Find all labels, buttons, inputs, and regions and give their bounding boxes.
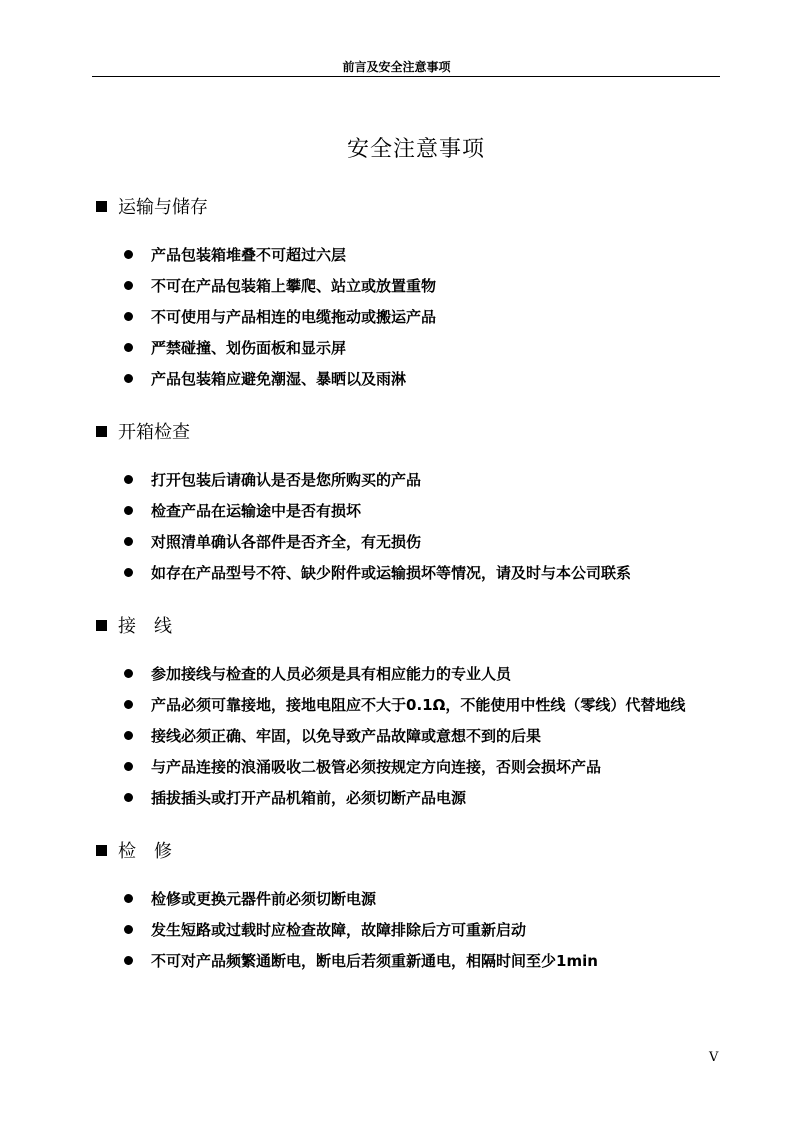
list-item bbox=[96, 363, 736, 394]
bullet-icon bbox=[124, 700, 133, 709]
list-item bbox=[96, 557, 736, 588]
list-item-text: 与产品连接的浪涌吸收二极管必须按规定方向连接，否则会损坏产品 bbox=[151, 758, 602, 776]
list-item bbox=[96, 782, 736, 813]
bullet-icon bbox=[124, 250, 133, 259]
list-item bbox=[96, 751, 736, 782]
list-item bbox=[96, 689, 736, 720]
list-item bbox=[96, 301, 736, 332]
list-item bbox=[96, 332, 736, 363]
list-item bbox=[96, 914, 736, 945]
list-item-text: 不可在产品包装箱上攀爬、站立或放置重物 bbox=[151, 277, 437, 295]
list-item-text: 参加接线与检查的人员必须是具有相应能力的专业人员 bbox=[151, 665, 512, 683]
list-item-text: 检修或更换元器件前必须切断电源 bbox=[151, 890, 377, 908]
section-unpacking-check bbox=[96, 418, 736, 588]
list-item bbox=[96, 526, 736, 557]
list-item-text: 打开包装后请确认是否是您所购买的产品 bbox=[151, 471, 422, 489]
item-list bbox=[96, 464, 736, 588]
list-item bbox=[96, 883, 736, 914]
section-maintenance bbox=[96, 837, 736, 976]
section-heading-text: 接 线 bbox=[118, 616, 172, 637]
bullet-icon bbox=[124, 374, 133, 383]
bullet-icon bbox=[124, 956, 133, 965]
bullet-icon bbox=[124, 343, 133, 352]
section-heading bbox=[96, 612, 736, 638]
list-item-text: 不可使用与产品相连的电缆拖动或搬运产品 bbox=[151, 308, 437, 326]
square-bullet-icon bbox=[96, 426, 107, 437]
item-list bbox=[96, 658, 736, 813]
bullet-icon bbox=[124, 894, 133, 903]
bullet-icon bbox=[124, 669, 133, 678]
list-item bbox=[96, 658, 736, 689]
list-item-text: 检查产品在运输途中是否有损坏 bbox=[151, 502, 362, 520]
bullet-icon bbox=[124, 475, 133, 484]
square-bullet-icon bbox=[96, 845, 107, 856]
bullet-icon bbox=[124, 312, 133, 321]
section-heading bbox=[96, 193, 736, 219]
item-list bbox=[96, 239, 736, 394]
item-list bbox=[96, 883, 736, 976]
page-number: V bbox=[709, 1050, 719, 1065]
list-item bbox=[96, 270, 736, 301]
bullet-icon bbox=[124, 731, 133, 740]
section-heading-text: 运输与储存 bbox=[118, 197, 208, 218]
list-item-text: 不可对产品频繁通断电，断电后若须重新通电，相隔时间至少1min bbox=[151, 952, 598, 970]
list-item bbox=[96, 720, 736, 751]
bullet-icon bbox=[124, 793, 133, 802]
list-item-text: 发生短路或过载时应检查故障，故障排除后方可重新启动 bbox=[151, 921, 527, 939]
header-rule bbox=[92, 76, 720, 77]
section-wiring bbox=[96, 612, 736, 813]
running-header: 前言及安全注意事项 bbox=[342, 60, 451, 74]
list-item-text: 严禁碰撞、划伤面板和显示屏 bbox=[151, 339, 347, 357]
list-item-text: 产品必须可靠接地，接地电阻应不大于0.1Ω，不能使用中性线（零线）代替地线 bbox=[151, 696, 686, 714]
list-item-text: 接线必须正确、牢固，以免导致产品故障或意想不到的后果 bbox=[151, 727, 542, 745]
square-bullet-icon bbox=[96, 201, 107, 212]
square-bullet-icon bbox=[96, 620, 107, 631]
list-item-text: 对照清单确认各部件是否齐全，有无损伤 bbox=[151, 533, 422, 551]
page-title: 安全注意事项 bbox=[346, 137, 485, 162]
list-item-text: 产品包装箱应避免潮湿、暴晒以及雨淋 bbox=[151, 370, 407, 388]
list-item-text: 产品包装箱堆叠不可超过六层 bbox=[151, 246, 347, 264]
bullet-icon bbox=[124, 762, 133, 771]
bullet-icon bbox=[124, 568, 133, 577]
list-item bbox=[96, 464, 736, 495]
section-heading bbox=[96, 837, 736, 863]
list-item bbox=[96, 495, 736, 526]
section-heading-text: 检 修 bbox=[118, 841, 172, 862]
bullet-icon bbox=[124, 537, 133, 546]
list-item bbox=[96, 945, 736, 976]
bullet-icon bbox=[124, 506, 133, 515]
list-item bbox=[96, 239, 736, 270]
section-transport-storage bbox=[96, 193, 736, 394]
bullet-icon bbox=[124, 281, 133, 290]
bullet-icon bbox=[124, 925, 133, 934]
list-item-text: 插拔插头或打开产品机箱前，必须切断产品电源 bbox=[151, 789, 467, 807]
section-heading-text: 开箱检查 bbox=[118, 422, 190, 443]
list-item-text: 如存在产品型号不符、缺少附件或运输损坏等情况，请及时与本公司联系 bbox=[151, 564, 632, 582]
section-heading bbox=[96, 418, 736, 444]
